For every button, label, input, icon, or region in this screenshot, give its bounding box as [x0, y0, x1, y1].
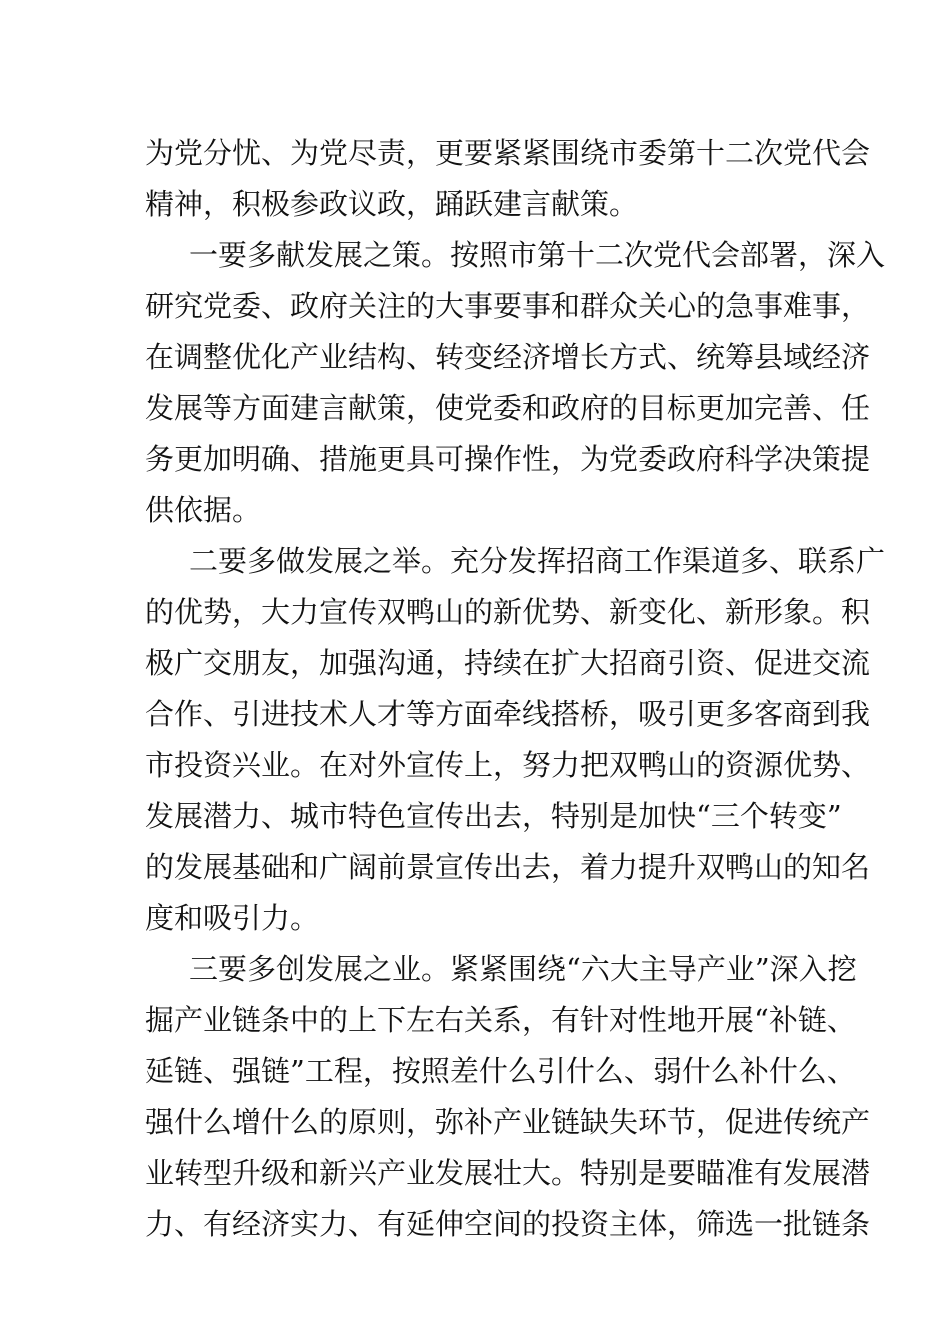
text-line: 在调整优化产业结构、转变经济增长方式、统筹县域经济 — [145, 340, 871, 374]
text-line: 业转型升级和新兴产业发展壮大。特别是要瞄准有发展潜 — [145, 1156, 871, 1190]
text-line: 的发展基础和广阔前景宣传出去，着力提升双鸭山的知名 — [145, 850, 871, 884]
paragraph-start-line: 一要多献发展之策。按照市第十二次党代会部署，深入 — [189, 238, 886, 272]
text-line: 的优势，大力宣传双鸭山的新优势、新变化、新形象。积 — [145, 595, 871, 629]
text-line: 发展等方面建言献策，使党委和政府的目标更加完善、任 — [145, 391, 871, 425]
text-line: 务更加明确、措施更具可操作性，为党委政府科学决策提 — [145, 442, 871, 476]
text-line: 研究党委、政府关注的大事要事和群众关心的急事难事， — [145, 289, 871, 323]
text-line: 极广交朋友，加强沟通，持续在扩大招商引资、促进交流 — [145, 646, 871, 680]
document-body — [145, 128, 886, 1250]
text-line: 合作、引进技术人才等方面牵线搭桥，吸引更多客商到我 — [145, 697, 871, 731]
text-line: 掘产业链条中的上下左右关系，有针对性地开展“补链、 — [145, 1003, 856, 1037]
text-line: 度和吸引力。 — [145, 901, 320, 935]
text-line: 发展潜力、城市特色宣传出去，特别是加快“三个转变” — [145, 799, 842, 833]
text-line: 市投资兴业。在对外宣传上，努力把双鸭山的资源优势、 — [145, 748, 871, 782]
paragraph-start-line: 二要多做发展之举。充分发挥招商工作渠道多、联系广 — [189, 544, 886, 578]
text-line: 为党分忧、为党尽责，更要紧紧围绕市委第十二次党代会 — [145, 136, 871, 170]
paragraph-start-line: 三要多创发展之业。紧紧围绕“六大主导产业”深入挖 — [189, 952, 857, 986]
text-line: 精神，积极参政议政，踊跃建言献策。 — [145, 187, 639, 221]
text-line: 供依据。 — [145, 493, 262, 527]
text-line: 力、有经济实力、有延伸空间的投资主体，筛选一批链条 — [145, 1207, 871, 1241]
text-line: 延链、强链”工程，按照差什么引什么、弱什么补什么、 — [145, 1054, 856, 1088]
text-line: 强什么增什么的原则，弥补产业链缺失环节，促进传统产 — [145, 1105, 871, 1139]
